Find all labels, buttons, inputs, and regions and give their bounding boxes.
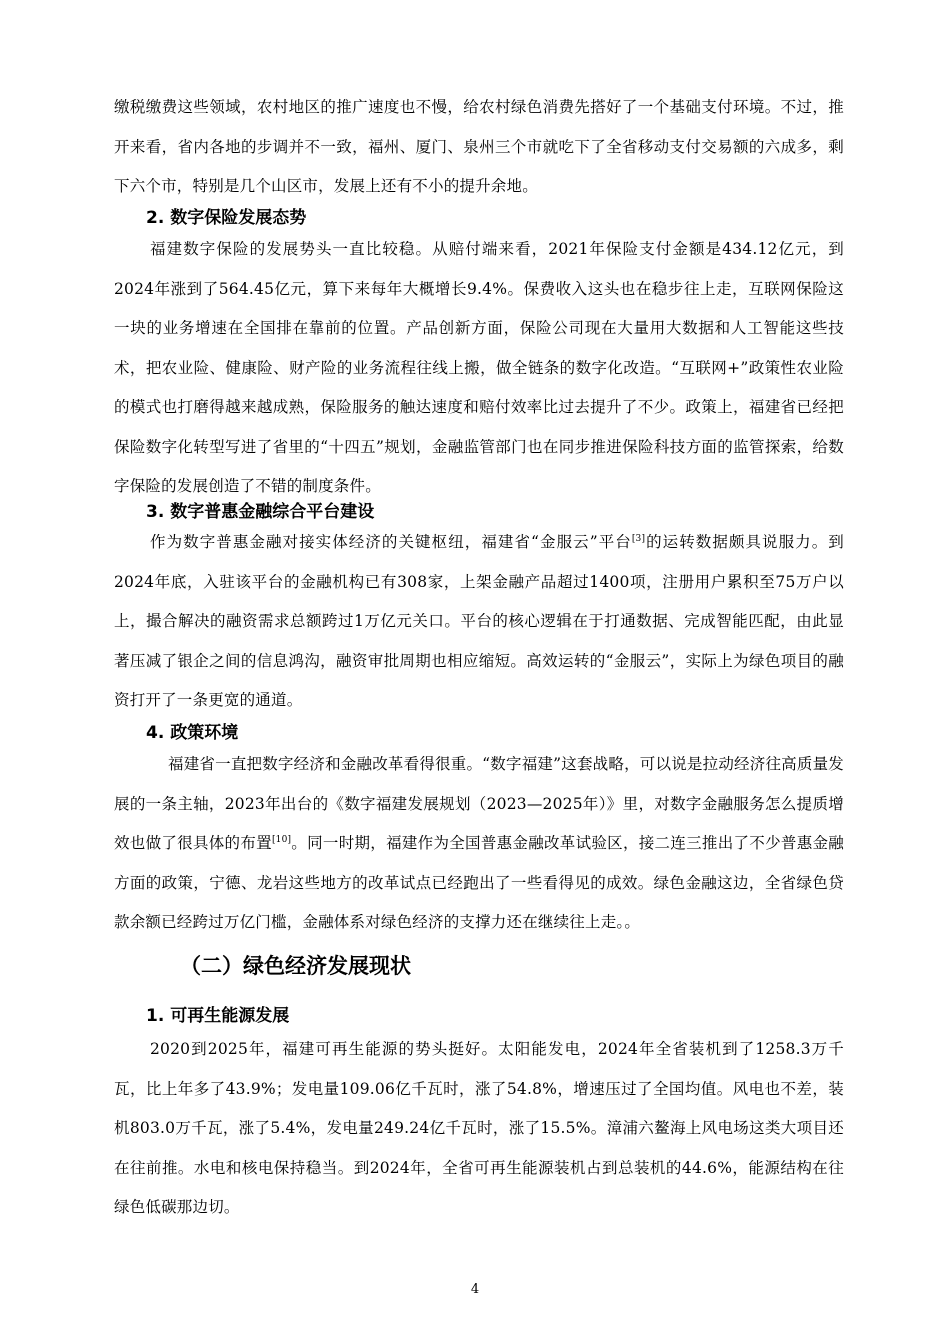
heading-digital-insurance: 2. 数字保险发展态势 xyxy=(146,208,307,228)
paragraph-platform-part1: 作为数字普惠金融对接实体经济的关键枢纽，福建省“金服云”平台 xyxy=(150,533,632,551)
section-heading-green-economy: （二）绿色经济发展现状 xyxy=(180,954,411,978)
paragraph-policy-part2: 。同一时期，福建作为全国普惠金融改革试验区，接二连三推出了不少普惠金融方面的政策，宁德、龙岩这些地方的改革试点已经跑出了一些看得见的成效。绿色金融这边，全省绿色贷款余额已经跨过万亿门槛，金融体系对绿色经济的支撑力还在继续往上走。。 xyxy=(114,834,844,931)
paragraph-renewable-energy: 2020到2025年，福建可再生能源的势头挺好。太阳能发电，2024年全省装机到了1258.3万千瓦，比上年多了43.9%；发电量109.06亿千瓦时，涨了54.8%，增速压过了全国均值。风电也不差，装机803.0万千瓦，涨了5.4%，发电量249.24亿千瓦时，涨了15.5%。漳浦六鳌海上风电场这类大项目还在往前推。水电和核电保持稳当。到2024年，全省可再生能源装机占到总装机的44.6%，能源结构在往绿色低碳那边切。 xyxy=(114,1040,844,1216)
paragraph-mobile-payment: 缴税缴费这些领域，农村地区的推广速度也不慢，给农村绿色消费先搭好了一个基础支付环境。不过，推开来看，省内各地的步调并不一致，福州、厦门、泉州三个市就吃下了全省移动支付交易额的六成多，剩下六个市，特别是几个山区市，发展上还有不小的提升余地。 xyxy=(114,98,844,195)
paragraph-policy xyxy=(114,745,844,943)
heading-platform: 3. 数字普惠金融综合平台建设 xyxy=(146,502,375,522)
page-number: 4 xyxy=(470,1282,480,1297)
paragraph-platform xyxy=(114,523,844,721)
citation-ref-10[interactable]: [10] xyxy=(271,834,292,845)
citation-ref-3[interactable]: [3] xyxy=(631,533,646,544)
paragraph-digital-insurance: 福建数字保险的发展势头一直比较稳。从赔付端来看，2021年保险支付金额是434.12亿元，到2024年涨到了564.45亿元，算下来每年大概增长9.4%。保费收入这头也在稳步往上走，互联网保险这一块的业务增速在全国排在靠前的位置。产品创新方面，保险公司现在大量用大数据和人工智能这些技术，把农业险、健康险、财产险的业务流程往线上搬，做全链条的数字化改造。“互联网+”政策性农业险的模式也打磨得越来越成熟，保险服务的触达速度和赔付效率比过去提升了不少。政策上，福建省已经把保险数字化转型写进了省里的“十四五”规划，金融监管部门也在同步推进保险科技方面的监管探索，给数字保险的发展创造了不错的制度条件。 xyxy=(114,240,844,495)
heading-policy: 4. 政策环境 xyxy=(146,723,239,743)
heading-renewable-energy: 1. 可再生能源发展 xyxy=(146,1006,290,1026)
paragraph-platform-part2: 的运转数据颇具说服力。到2024年底，入驻该平台的金融机构已有308家，上架金融产品超过1400项，注册用户累积至75万户以上，撮合解决的融资需求总额跨过1万亿元关口。平台的核心逻辑在于打通数据、完成智能匹配，由此显著压减了银企之间的信息鸿沟，融资审批周期也相应缩短。高效运转的“金服云”，实际上为绿色项目的融资打开了一条更宽的通道。 xyxy=(114,533,845,709)
paragraph-policy-part1: 福建省一直把数字经济和金融改革看得很重。“数字福建”这套战略，可以说是拉动经济往高质量发展的一条主轴，2023年出台的《数字福建发展规划（2023—2025年）》里，对数字金融服务怎么提质增效也做了很具体的布置 xyxy=(114,755,844,852)
